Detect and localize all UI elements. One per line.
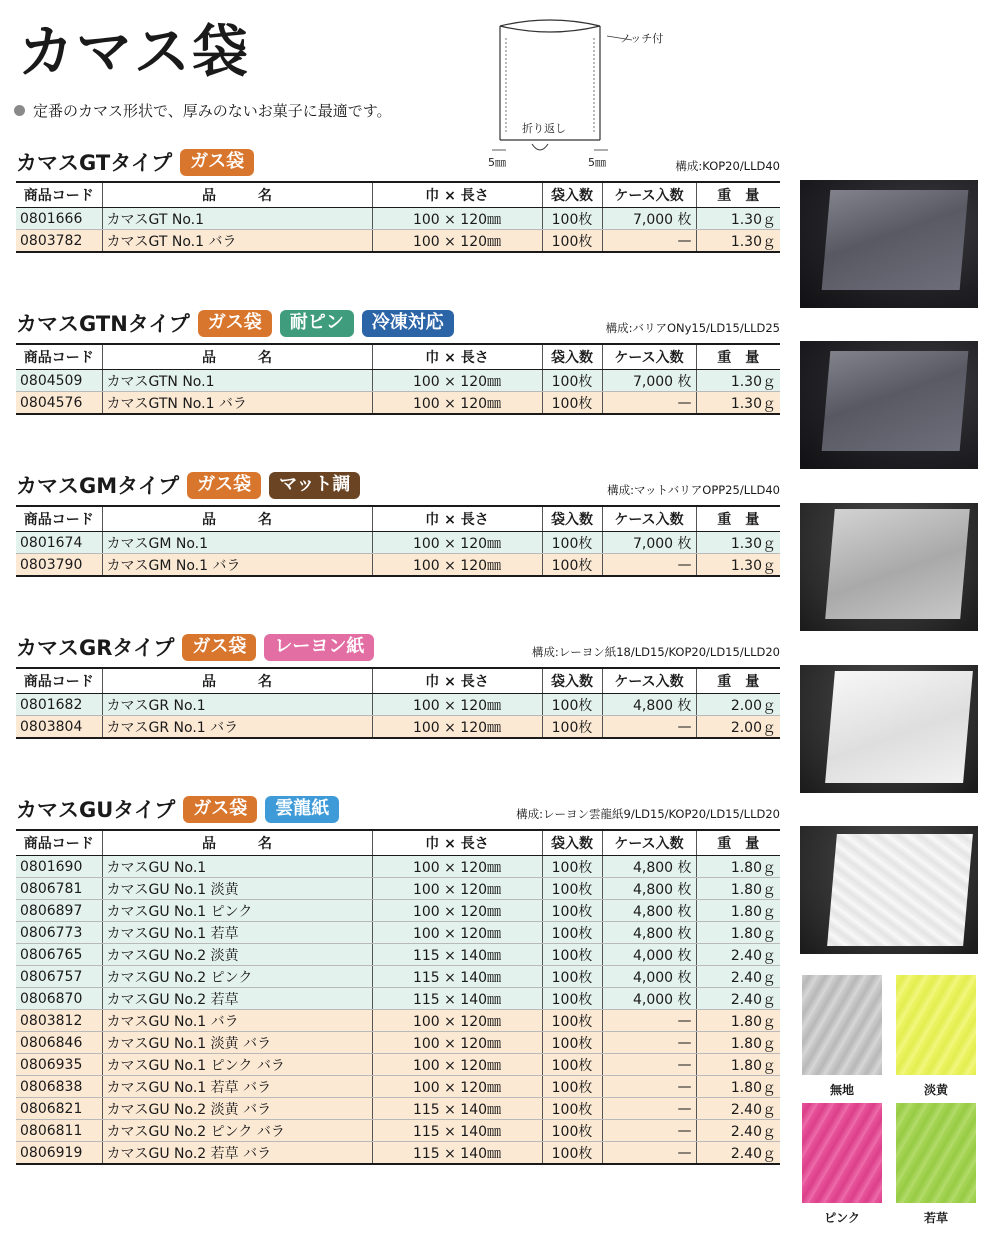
cell-size: 115 × 140㎜ <box>372 944 542 966</box>
table-row <box>16 532 780 554</box>
header-case: ケース入数 <box>602 344 696 370</box>
header-size: 巾 × 長さ <box>372 344 542 370</box>
section-name: カマスGUタイプ <box>16 798 176 822</box>
section-title-gtn <box>16 308 454 338</box>
cell-name: カマスGU No.1 淡黄 <box>102 878 372 900</box>
composition-gm: 構成:マットバリアOPP25/LLD40 <box>607 483 780 497</box>
table-row <box>16 208 780 230</box>
cell-size: 100 × 120㎜ <box>372 856 542 878</box>
cell-qty: 100枚 <box>542 1010 602 1032</box>
cell-qty: 100枚 <box>542 856 602 878</box>
swatch-label-pink: ピンク <box>824 1211 860 1225</box>
badge-unryu: 雲龍紙 <box>265 796 339 823</box>
table-row <box>16 1076 780 1098</box>
cell-code: 0806897 <box>16 900 102 922</box>
cell-code: 0801666 <box>16 208 102 230</box>
table-row <box>16 1098 780 1120</box>
swatch-pink <box>802 1103 882 1203</box>
cell-weight: 1.30ｇ <box>696 554 780 577</box>
cell-weight: 2.40ｇ <box>696 944 780 966</box>
badge-gas: ガス袋 <box>183 796 257 823</box>
cell-qty: 100枚 <box>542 370 602 392</box>
badge-gas: ガス袋 <box>198 310 272 337</box>
section-name: カマスGTNタイプ <box>16 312 190 336</box>
table-row <box>16 922 780 944</box>
cell-qty: 100枚 <box>542 966 602 988</box>
badge-rayon: レーヨン紙 <box>264 634 374 661</box>
table-row <box>16 554 780 577</box>
cell-name: カマスGU No.1 <box>102 856 372 878</box>
header-weight: 重 量 <box>696 668 780 694</box>
spec-table-gtn <box>16 343 780 415</box>
header-weight: 重 量 <box>696 830 780 856</box>
cell-size: 115 × 140㎜ <box>372 1098 542 1120</box>
table-row <box>16 694 780 716</box>
table-row <box>16 716 780 739</box>
cell-weight: 1.80ｇ <box>696 1010 780 1032</box>
table-row <box>16 944 780 966</box>
cell-weight: 2.40ｇ <box>696 966 780 988</box>
product-photo-gr <box>800 665 978 793</box>
cell-code: 0803812 <box>16 1010 102 1032</box>
table-body <box>16 208 780 253</box>
cell-weight: 1.30ｇ <box>696 208 780 230</box>
cell-qty: 100枚 <box>542 900 602 922</box>
composition-gu: 構成:レーヨン雲龍紙9/LD15/KOP20/LD15/LLD20 <box>516 807 780 821</box>
cell-case: — <box>602 392 696 415</box>
cell-case: — <box>602 1054 696 1076</box>
cell-name: カマスGM No.1 バラ <box>102 554 372 577</box>
cell-case: — <box>602 716 696 739</box>
cell-name: カマスGU No.1 淡黄 バラ <box>102 1032 372 1054</box>
header-code: 商品コード <box>16 830 102 856</box>
header-qty: 袋入数 <box>542 182 602 208</box>
cell-case: — <box>602 1120 696 1142</box>
cell-size: 100 × 120㎜ <box>372 922 542 944</box>
cell-weight: 2.00ｇ <box>696 716 780 739</box>
header-qty: 袋入数 <box>542 506 602 532</box>
cell-case: 4,000 枚 <box>602 966 696 988</box>
cell-case: 4,800 枚 <box>602 856 696 878</box>
cell-code: 0806919 <box>16 1142 102 1165</box>
cell-weight: 1.80ｇ <box>696 900 780 922</box>
cell-case: — <box>602 554 696 577</box>
cell-weight: 2.00ｇ <box>696 694 780 716</box>
cell-weight: 2.40ｇ <box>696 1142 780 1165</box>
cell-size: 100 × 120㎜ <box>372 1032 542 1054</box>
header-code: 商品コード <box>16 344 102 370</box>
product-photo-gt <box>800 180 978 308</box>
header-code: 商品コード <box>16 182 102 208</box>
cell-qty: 100枚 <box>542 716 602 739</box>
cell-weight: 1.80ｇ <box>696 1054 780 1076</box>
cell-code: 0806781 <box>16 878 102 900</box>
header-case: ケース入数 <box>602 506 696 532</box>
cell-weight: 2.40ｇ <box>696 1120 780 1142</box>
table-row <box>16 1032 780 1054</box>
header-size: 巾 × 長さ <box>372 668 542 694</box>
section-name: カマスGRタイプ <box>16 636 175 660</box>
cell-name: カマスGU No.2 若草 バラ <box>102 1142 372 1165</box>
swatch-label-yellow: 淡黄 <box>923 1083 948 1097</box>
swatch-plain <box>802 975 882 1075</box>
cell-qty: 100枚 <box>542 878 602 900</box>
header-qty: 袋入数 <box>542 344 602 370</box>
table-row <box>16 392 780 415</box>
header-qty: 袋入数 <box>542 668 602 694</box>
spec-table-gr <box>16 667 780 739</box>
cell-case: 4,800 枚 <box>602 694 696 716</box>
cell-case: — <box>602 1010 696 1032</box>
table-row <box>16 856 780 878</box>
header-size: 巾 × 長さ <box>372 506 542 532</box>
cell-qty: 100枚 <box>542 1054 602 1076</box>
cell-qty: 100枚 <box>542 208 602 230</box>
composition-gr: 構成:レーヨン紙18/LD15/KOP20/LD15/LLD20 <box>531 645 780 659</box>
cell-case: — <box>602 230 696 253</box>
cell-case: — <box>602 1076 696 1098</box>
table-row <box>16 878 780 900</box>
cell-qty: 100枚 <box>542 988 602 1010</box>
composition-gt: 構成:KOP20/LLD40 <box>675 159 780 173</box>
cell-code: 0806765 <box>16 944 102 966</box>
cell-name: カマスGU No.1 若草 <box>102 922 372 944</box>
product-photo-gu <box>800 826 978 954</box>
cell-size: 100 × 120㎜ <box>372 230 542 253</box>
cell-size: 100 × 120㎜ <box>372 900 542 922</box>
intro-text <box>14 100 392 121</box>
cell-name: カマスGTN No.1 <box>102 370 372 392</box>
table-row <box>16 230 780 253</box>
cell-code: 0804576 <box>16 392 102 415</box>
cell-size: 100 × 120㎜ <box>372 554 542 577</box>
bag-diagram <box>470 8 680 173</box>
table-row <box>16 1142 780 1165</box>
cell-weight: 1.80ｇ <box>696 856 780 878</box>
header-weight: 重 量 <box>696 506 780 532</box>
cell-code: 0806773 <box>16 922 102 944</box>
table-body <box>16 694 780 739</box>
cell-code: 0801682 <box>16 694 102 716</box>
section-name: カマスGTタイプ <box>16 151 173 175</box>
header-name: 品 名 <box>102 506 372 532</box>
cell-size: 100 × 120㎜ <box>372 1010 542 1032</box>
cell-weight: 2.40ｇ <box>696 1098 780 1120</box>
cell-size: 100 × 120㎜ <box>372 1076 542 1098</box>
cell-qty: 100枚 <box>542 532 602 554</box>
table-body <box>16 856 780 1165</box>
cell-case: — <box>602 1032 696 1054</box>
swatch-green <box>896 1103 976 1203</box>
badge-gas: ガス袋 <box>182 634 256 661</box>
badge-gas: ガス袋 <box>187 472 261 499</box>
cell-code: 0803790 <box>16 554 102 577</box>
table-row <box>16 988 780 1010</box>
cell-weight: 1.30ｇ <box>696 370 780 392</box>
section-title-gt <box>16 147 254 177</box>
header-case: ケース入数 <box>602 182 696 208</box>
intro-label: 定番のカマス形状で、厚みのないお菓子に最適です。 <box>33 102 392 120</box>
cell-case: 4,000 枚 <box>602 944 696 966</box>
product-photo-gtn <box>800 341 978 469</box>
table-row <box>16 1010 780 1032</box>
spec-table-gt <box>16 181 780 253</box>
spec-table-gu <box>16 829 780 1165</box>
cell-case: 7,000 枚 <box>602 208 696 230</box>
bullet-icon <box>14 105 25 116</box>
page-title: カマス袋 <box>18 20 250 85</box>
cell-size: 100 × 120㎜ <box>372 208 542 230</box>
cell-weight: 1.30ｇ <box>696 230 780 253</box>
cell-name: カマスGU No.1 ピンク <box>102 900 372 922</box>
cell-case: 4,800 枚 <box>602 922 696 944</box>
cell-qty: 100枚 <box>542 1142 602 1165</box>
spec-table-gm <box>16 505 780 577</box>
cell-name: カマスGU No.2 淡黄 バラ <box>102 1098 372 1120</box>
swatch-label-green: 若草 <box>923 1211 948 1225</box>
cell-name: カマスGT No.1 <box>102 208 372 230</box>
cell-weight: 1.80ｇ <box>696 922 780 944</box>
cell-case: 4,800 枚 <box>602 900 696 922</box>
cell-code: 0803782 <box>16 230 102 253</box>
header-size: 巾 × 長さ <box>372 830 542 856</box>
cell-name: カマスGU No.1 若草 バラ <box>102 1076 372 1098</box>
badge-pinhole: 耐ピン <box>280 310 354 337</box>
cell-qty: 100枚 <box>542 1098 602 1120</box>
header-weight: 重 量 <box>696 182 780 208</box>
table-row <box>16 1120 780 1142</box>
cell-size: 115 × 140㎜ <box>372 966 542 988</box>
badge-matte: マット調 <box>269 472 360 499</box>
swatch-label-plain: 無地 <box>829 1083 854 1097</box>
cell-code: 0803804 <box>16 716 102 739</box>
fold-label: 折り返し <box>522 122 566 135</box>
header-case: ケース入数 <box>602 830 696 856</box>
cell-size: 100 × 120㎜ <box>372 532 542 554</box>
left-margin-label: 5㎜ <box>488 156 506 169</box>
cell-name: カマスGR No.1 バラ <box>102 716 372 739</box>
cell-code: 0806846 <box>16 1032 102 1054</box>
section-title-gu <box>16 794 339 824</box>
cell-size: 100 × 120㎜ <box>372 370 542 392</box>
cell-qty: 100枚 <box>542 694 602 716</box>
header-case: ケース入数 <box>602 668 696 694</box>
cell-name: カマスGU No.2 ピンク バラ <box>102 1120 372 1142</box>
cell-qty: 100枚 <box>542 230 602 253</box>
header-name: 品 名 <box>102 182 372 208</box>
cell-code: 0806870 <box>16 988 102 1010</box>
cell-size: 100 × 120㎜ <box>372 878 542 900</box>
product-photo-gm <box>800 503 978 631</box>
cell-weight: 1.80ｇ <box>696 1076 780 1098</box>
cell-code: 0806821 <box>16 1098 102 1120</box>
cell-case: 7,000 枚 <box>602 532 696 554</box>
cell-name: カマスGR No.1 <box>102 694 372 716</box>
cell-size: 100 × 120㎜ <box>372 716 542 739</box>
cell-name: カマスGU No.1 ピンク バラ <box>102 1054 372 1076</box>
section-name: カマスGMタイプ <box>16 474 180 498</box>
cell-size: 100 × 120㎜ <box>372 392 542 415</box>
cell-weight: 1.30ｇ <box>696 532 780 554</box>
cell-name: カマスGU No.1 バラ <box>102 1010 372 1032</box>
cell-name: カマスGU No.2 淡黄 <box>102 944 372 966</box>
header-name: 品 名 <box>102 344 372 370</box>
table-body <box>16 532 780 577</box>
cell-size: 100 × 120㎜ <box>372 1054 542 1076</box>
cell-qty: 100枚 <box>542 554 602 577</box>
cell-qty: 100枚 <box>542 922 602 944</box>
badge-gas: ガス袋 <box>180 149 254 176</box>
cell-name: カマスGTN No.1 バラ <box>102 392 372 415</box>
cell-name: カマスGU No.2 若草 <box>102 988 372 1010</box>
section-title-gm <box>16 470 360 500</box>
cell-qty: 100枚 <box>542 944 602 966</box>
cell-name: カマスGU No.2 ピンク <box>102 966 372 988</box>
cell-code: 0801674 <box>16 532 102 554</box>
cell-code: 0804509 <box>16 370 102 392</box>
header-weight: 重 量 <box>696 344 780 370</box>
section-title-gr <box>16 632 374 662</box>
cell-case: 4,000 枚 <box>602 988 696 1010</box>
cell-qty: 100枚 <box>542 392 602 415</box>
composition-gtn: 構成:バリアONy15/LD15/LLD25 <box>605 321 780 335</box>
badge-frozen: 冷凍対応 <box>362 310 454 337</box>
cell-qty: 100枚 <box>542 1076 602 1098</box>
cell-code: 0806811 <box>16 1120 102 1142</box>
cell-size: 115 × 140㎜ <box>372 1120 542 1142</box>
cell-size: 100 × 120㎜ <box>372 694 542 716</box>
cell-code: 0806935 <box>16 1054 102 1076</box>
header-qty: 袋入数 <box>542 830 602 856</box>
header-code: 商品コード <box>16 668 102 694</box>
table-row <box>16 966 780 988</box>
cell-size: 115 × 140㎜ <box>372 988 542 1010</box>
cell-case: — <box>602 1098 696 1120</box>
table-row <box>16 1054 780 1076</box>
header-code: 商品コード <box>16 506 102 532</box>
cell-qty: 100枚 <box>542 1032 602 1054</box>
cell-case: 7,000 枚 <box>602 370 696 392</box>
table-body <box>16 370 780 415</box>
cell-case: 4,800 枚 <box>602 878 696 900</box>
cell-weight: 1.30ｇ <box>696 392 780 415</box>
notch-label: ノッチ付 <box>620 32 664 45</box>
cell-weight: 1.80ｇ <box>696 878 780 900</box>
header-name: 品 名 <box>102 668 372 694</box>
cell-name: カマスGM No.1 <box>102 532 372 554</box>
cell-weight: 2.40ｇ <box>696 988 780 1010</box>
right-margin-label: 5㎜ <box>588 156 606 169</box>
swatch-yellow <box>896 975 976 1075</box>
cell-code: 0806838 <box>16 1076 102 1098</box>
table-row <box>16 900 780 922</box>
cell-weight: 1.80ｇ <box>696 1032 780 1054</box>
table-row <box>16 370 780 392</box>
cell-size: 115 × 140㎜ <box>372 1142 542 1165</box>
cell-name: カマスGT No.1 バラ <box>102 230 372 253</box>
cell-qty: 100枚 <box>542 1120 602 1142</box>
cell-case: — <box>602 1142 696 1165</box>
header-size: 巾 × 長さ <box>372 182 542 208</box>
header-name: 品 名 <box>102 830 372 856</box>
cell-code: 0801690 <box>16 856 102 878</box>
cell-code: 0806757 <box>16 966 102 988</box>
